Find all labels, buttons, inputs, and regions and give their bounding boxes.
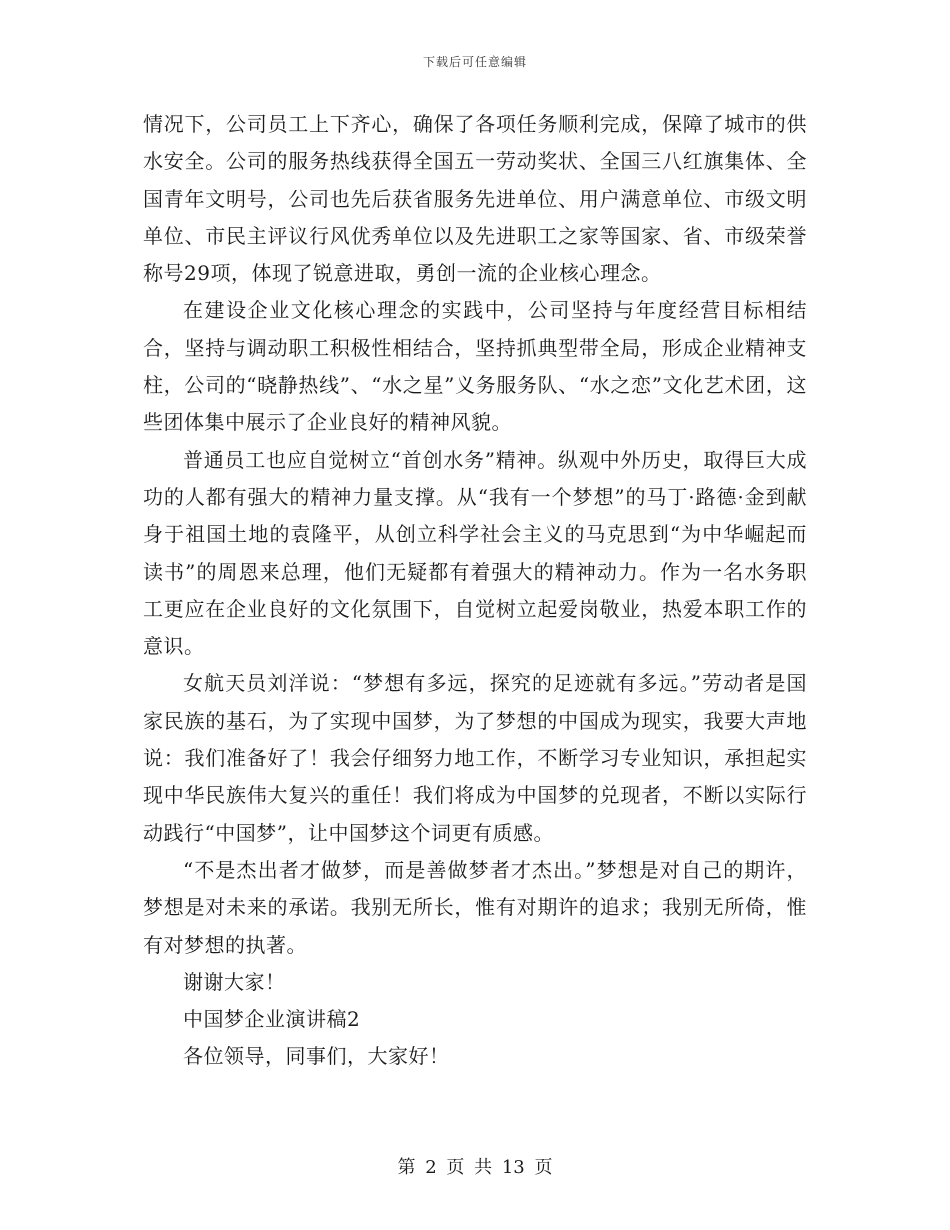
closing-thanks: 谢谢大家！ <box>183 969 286 994</box>
section-title: 中国梦企业演讲稿2 <box>183 1007 361 1032</box>
greeting: 各位领导，同事们，大家好！ <box>183 1044 450 1069</box>
paragraph: 情况下，公司员工上下齐心，确保了各项任务顺利完成，保障了城市的供水安全。公司的服务热线获得全国五一劳动奖状、全国三八红旗集体、全国青年文明号，公司也先后获省服务先进单位、用户满意单位、市级文明单位、市民主评议行风优秀单位以及先进职工之家等国家、省、市级荣誉称号29项，体现了锐意进取，勇创一流的企业核心理念。 <box>143 112 807 286</box>
page-number: 第 2 页 共 13 页 <box>397 1157 553 1178</box>
paragraph: 在建设企业文化核心理念的实践中，公司坚持与年度经营目标相结合，坚持与调动职工积极性相结合，坚持抓典型带全局，形成企业精神支柱，公司的“晓静热线”、“水之星”义务服务队、“水之恋”文化艺术团，这些团体集中展示了企业良好的精神风貌。 <box>143 298 807 435</box>
paragraph: 女航天员刘洋说：“梦想有多远，探究的足迹就有多远。”劳动者是国家民族的基石，为了实现中国梦，为了梦想的中国成为现实，我要大声地说：我们准备好了！我会仔细努力地工作，不断学习专业知识，承担起实现中华民族伟大复兴的重任！我们将成为中国梦的兑现者，不断以实际行动践行“中国梦”，让中国梦这个词更有质感。 <box>143 671 807 845</box>
document-body <box>143 106 807 1076</box>
paragraph: 普通员工也应自觉树立“首创水务”精神。纵观中外历史，取得巨大成功的人都有强大的精神力量支撑。从“我有一个梦想”的马丁·路德·金到献身于祖国土地的袁隆平，从创立科学社会主义的马克思到“为中华崛起而读书”的周恩来总理，他们无疑都有着强大的精神动力。作为一名水务职工更应在企业良好的文化氛围下，自觉树立起爱岗敬业，热爱本职工作的意识。 <box>143 447 807 659</box>
paragraph: “不是杰出者才做梦，而是善做梦者才杰出。”梦想是对自己的期许，梦想是对未来的承诺。我别无所长，惟有对期许的追求；我别无所倚，惟有对梦想的执著。 <box>143 857 807 957</box>
download-edit-note: 下载后可任意编辑 <box>422 55 527 69</box>
